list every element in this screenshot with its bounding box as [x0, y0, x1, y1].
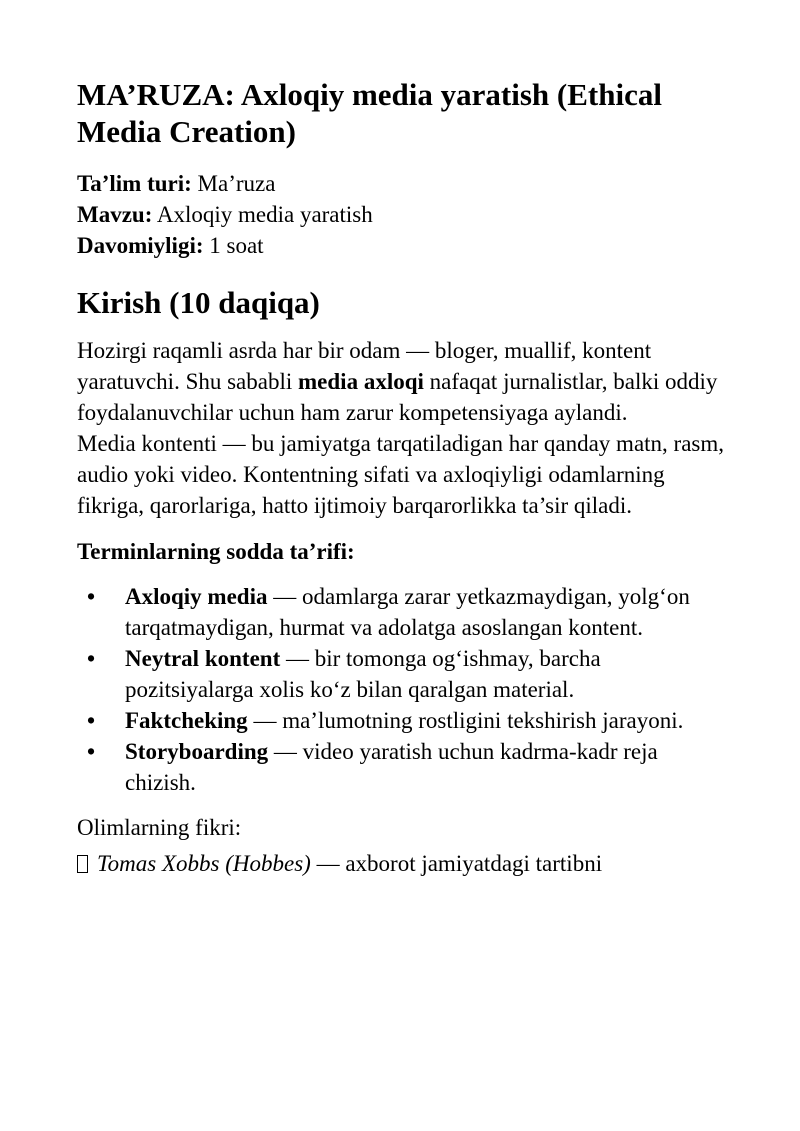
list-item: [77, 705, 727, 736]
paragraph-text: nafaqat jurnalistlar, balki oddiy foydalanuvchilar uchun ham zarur kompetensiyaga aylandi.: [77, 369, 718, 425]
intro-paragraph-2: Media kontenti — bu jamiyatga tarqatiladigan har qanday matn, rasm, audio yoki video. Kontentning sifati va axloqiyligi odamlarning fikriga, qarorlariga, hatto ijtimoiy barqarorlikka ta’sir qiladi.: [77, 431, 724, 518]
term-definition: — ma’lumotning rostligini tekshirish jarayoni.: [247, 708, 684, 733]
term-name: Axloqiy media: [125, 584, 268, 609]
meta-value: 1 soat: [203, 233, 264, 258]
scholar-quote: [77, 848, 727, 879]
intro-paragraph-1: [77, 335, 727, 428]
meta-row-type: [77, 168, 727, 199]
meta-row-duration: [77, 230, 727, 261]
scholars-heading: Olimlarning fikri:: [77, 815, 242, 840]
meta-value: Ma’ruza: [191, 171, 276, 196]
meta-row-topic: [77, 199, 727, 230]
bullet-icon: •: [87, 739, 96, 764]
section-heading-intro: Kirish (10 daqiqa): [77, 285, 320, 320]
term-name: Storyboarding: [125, 739, 269, 764]
terms-list: [77, 581, 727, 798]
term-name: Faktcheking: [125, 708, 248, 733]
term-definition: — video yaratish uchun kadrma-kadr reja chizish.: [125, 739, 658, 795]
scholar-name: Tomas Xobbs (Hobbes): [97, 851, 311, 876]
scholar-text: — axborot jamiyatdagi tartibni: [310, 851, 603, 876]
bullet-icon: •: [87, 708, 96, 733]
bullet-icon: •: [87, 646, 96, 671]
lecture-meta: [77, 168, 727, 261]
list-item: [77, 736, 727, 798]
missing-glyph-icon: [77, 855, 88, 873]
meta-label: Ta’lim turi:: [77, 171, 192, 196]
meta-label: Davomiyligi:: [77, 233, 204, 258]
terms-heading: Terminlarning sodda ta’rifi:: [77, 539, 355, 564]
list-item: [77, 581, 727, 643]
intro-text: [77, 335, 727, 521]
list-item: [77, 643, 727, 705]
document-page: [77, 76, 727, 879]
meta-value: Axloqiy media yaratish: [152, 202, 373, 227]
paragraph-text: Hozirgi raqamli asrda har bir odam — bloger, muallif, kontent yaratuvchi. Shu sababli: [77, 338, 652, 394]
emphasis-text: media axloqi: [298, 369, 424, 394]
bullet-icon: •: [87, 584, 96, 609]
term-definition: — odamlarga zarar yetkazmaydigan, yolg‘on tarqatmaydigan, hurmat va adolatga asoslangan kontent.: [125, 584, 690, 640]
document-title: MA’RUZA: Axloqiy media yaratish (Ethical Media Creation): [77, 77, 662, 149]
term-definition: — bir tomonga og‘ishmay, barcha pozitsiyalarga xolis ko‘z bilan qaralgan material.: [125, 646, 601, 702]
term-name: Neytral kontent: [125, 646, 281, 671]
meta-label: Mavzu:: [77, 202, 153, 227]
